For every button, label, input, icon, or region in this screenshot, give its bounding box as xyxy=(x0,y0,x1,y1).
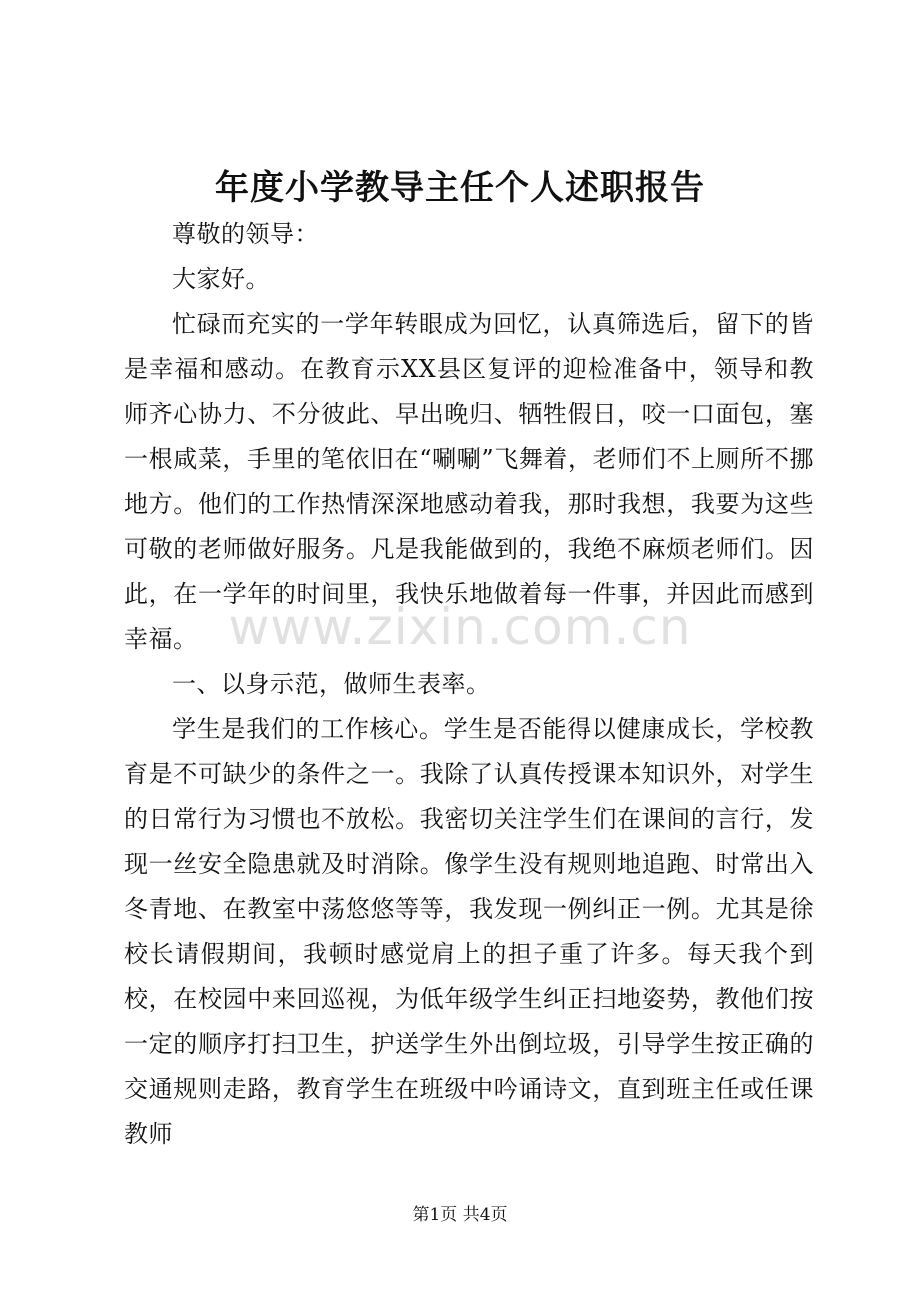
paragraph-intro: 忙碌而充实的一学年转眼成为回忆，认真筛选后，留下的皆是幸福和感动。在教育示XX县区复评的迎检准备中，领导和教师齐心协力、不分彼此、早出晚归、牺牲假日，咬一口面包，塞一根咸菜，手里的笔依旧在“唰唰”飞舞着，老师们不上厕所不挪地方。他们的工作热情深深地感动着我，那时我想，我要为这些可敬的老师做好服务。凡是我能做到的，我绝不麻烦老师们。因此，在一学年的时间里，我快乐地做着每一件事，并因此而感到幸福。 xyxy=(124,310,814,653)
section-heading-1: 一、以身示范，做师生表率。 xyxy=(172,670,491,698)
paragraph-salutation: 尊敬的领导： xyxy=(172,220,319,248)
document-body xyxy=(124,212,814,1157)
paragraph-section-1: 学生是我们的工作核心。学生是否能得以健康成长，学校教育是不可缺少的条件之一。我除了认真传授课本知识外，对学生的日常行为习惯也不放松。我密切关注学生们在课间的言行，发现一丝安全隐患就及时消除。像学生没有规则地追跑、时常出入冬青地、在教室中荡悠悠等等，我发现一例纠正一例。尤其是徐校长请假期间，我顿时感觉肩上的担子重了许多。每天我个到校，在校园中来回巡视，为低年级学生纠正扫地姿势，教他们按一定的顺序打扫卫生，护送学生外出倒垃圾，引导学生按正确的交通规则走路，教育学生在班级中吟诵诗文，直到班主任或任课教师 xyxy=(124,715,814,1148)
watermark: www.zixin.com.cn xyxy=(228,598,692,656)
paragraph-greeting: 大家好。 xyxy=(172,265,270,293)
document-title: 年度小学教导主任个人述职报告 xyxy=(215,168,705,208)
page-footer: 第1页 共4页 xyxy=(412,1205,508,1225)
